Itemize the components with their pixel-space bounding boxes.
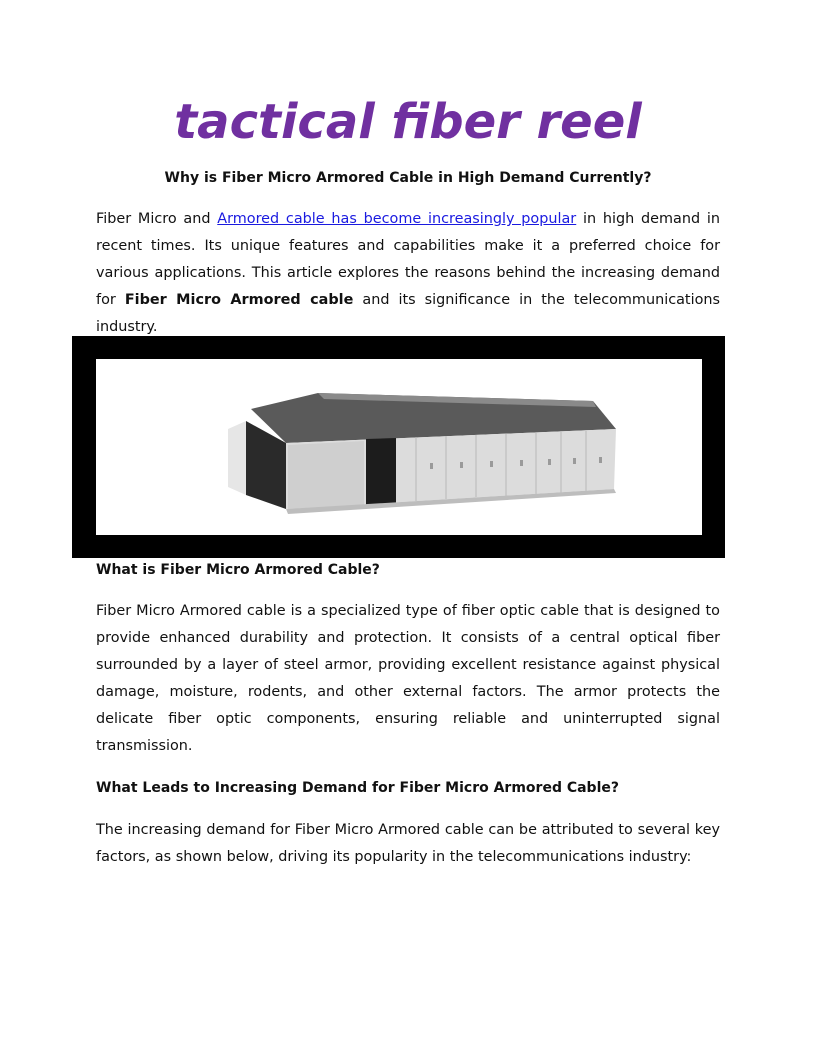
intro-text-pre: Fiber Micro and bbox=[96, 211, 218, 227]
section-heading-demand: What Leads to Increasing Demand for Fiber Micro Armored Cable? bbox=[96, 780, 619, 796]
section-body-what-is: Fiber Micro Armored cable is a specialized type of fiber optic cable that is designed to provide enhanced durability and protection. It consists of a central optical fiber surrounded by a layer of steel armor, providing excellent resistance against physical damage, moisture, rodents, and other external factors. The armor protects the delicate fiber optic components, ensuring reliable and uninterrupted signal transmission. bbox=[96, 603, 720, 754]
server-rack-illustration bbox=[96, 359, 702, 535]
section-body-demand: The increasing demand for Fiber Micro Armored cable can be attributed to several key factors, as shown below, driving its popularity in the telecommunications industry: bbox=[96, 822, 720, 865]
product-image-frame bbox=[72, 336, 725, 558]
intro-text-mid: in high demand in recent times. Its unique features and capabilities make it a preferred choice for various applications. This article explores the reasons behind the increasing demand for bbox=[96, 211, 720, 308]
intro-bold-term: Fiber Micro Armored cable bbox=[124, 292, 354, 308]
page-title: tactical fiber reel bbox=[174, 94, 642, 150]
armored-cable-link[interactable]: Armored cable has become increasingly popular bbox=[217, 211, 577, 227]
article-subtitle: Why is Fiber Micro Armored Cable in High Demand Currently? bbox=[164, 170, 652, 186]
intro-text-post: and its significance in the telecommunications industry. bbox=[96, 292, 720, 335]
product-image bbox=[96, 359, 702, 535]
intro-paragraph bbox=[96, 206, 720, 341]
section-heading-what-is: What is Fiber Micro Armored Cable? bbox=[96, 562, 380, 578]
